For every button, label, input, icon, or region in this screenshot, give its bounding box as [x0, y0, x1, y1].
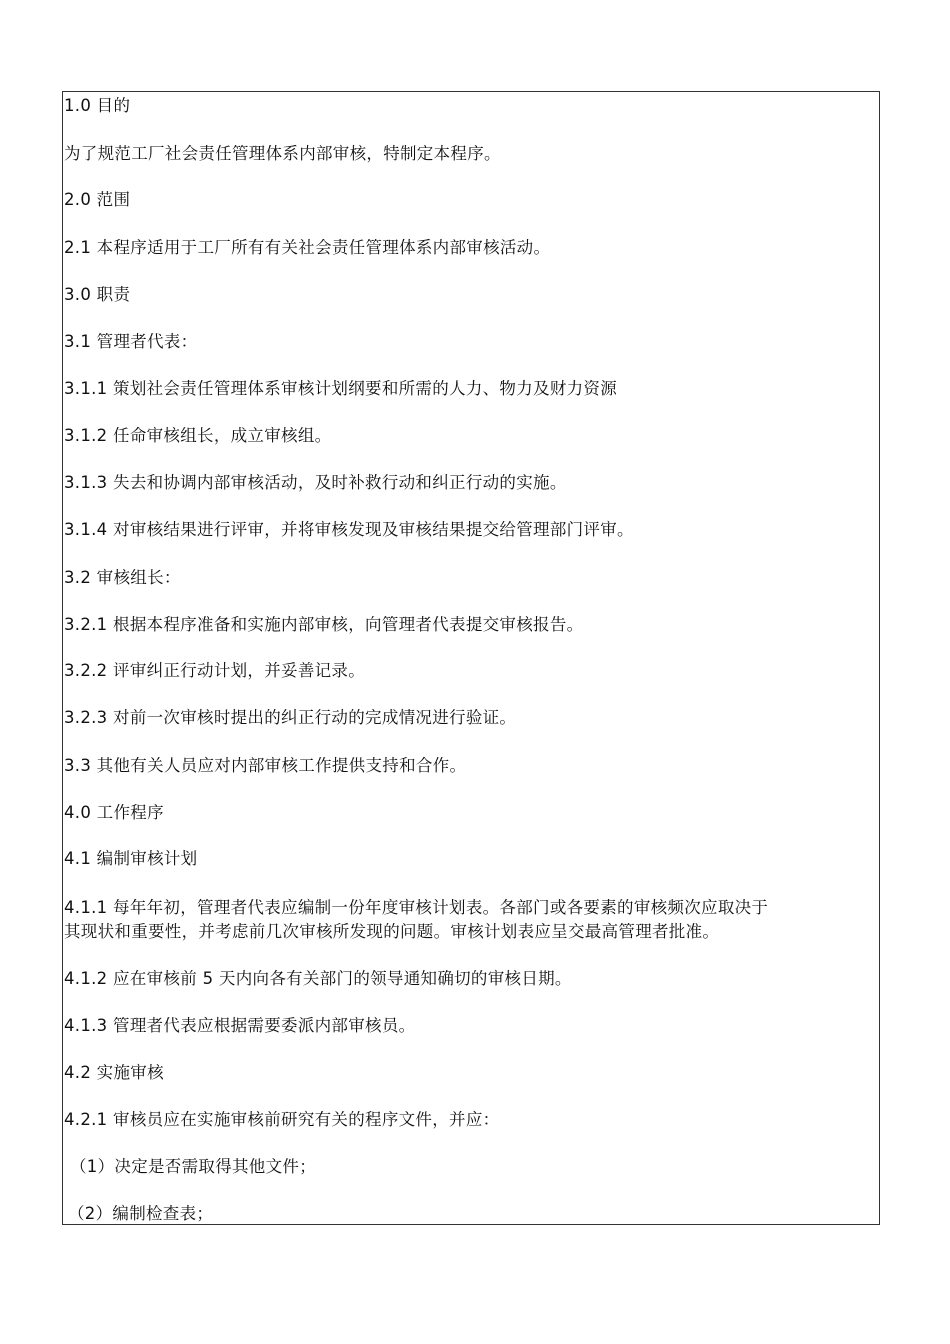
paragraph-4-1-3: 4.1.3 管理者代表应根据需要委派内部审核员。: [64, 1016, 416, 1035]
list-item-1: （1）决定是否需取得其他文件；: [70, 1157, 316, 1176]
paragraph-3-3: 3.3 其他有关人员应对内部审核工作提供支持和合作。: [64, 756, 467, 775]
paragraph-4-1-1-line1: 4.1.1 每年年初，管理者代表应编制一份年度审核计划表。各部门或各要素的审核频次应取决于: [64, 898, 769, 917]
heading-purpose: 1.0 目的: [64, 96, 131, 115]
heading-responsibilities: 3.0 职责: [64, 285, 131, 304]
heading-scope: 2.0 范围: [64, 190, 131, 209]
document-frame: [62, 91, 880, 1225]
paragraph-purpose: 为了规范工厂社会责任管理体系内部审核，特制定本程序。: [64, 144, 501, 163]
paragraph-4-1-2: 4.1.2 应在审核前 5 天内向各有关部门的领导通知确切的审核日期。: [64, 969, 572, 988]
paragraph-3-2-2: 3.2.2 评审纠正行动计划，并妥善记录。: [64, 661, 366, 680]
paragraph-3-1-2: 3.1.2 任命审核组长，成立审核组。: [64, 426, 332, 445]
paragraph-3-1-4: 3.1.4 对审核结果进行评审，并将审核发现及审核结果提交给管理部门评审。: [64, 520, 634, 539]
paragraph-3-2-1: 3.2.1 根据本程序准备和实施内部审核，向管理者代表提交审核报告。: [64, 615, 584, 634]
paragraph-3-1-3: 3.1.3 失去和协调内部审核活动，及时补救行动和纠正行动的实施。: [64, 473, 567, 492]
list-item-2: （2）编制检查表；: [68, 1204, 214, 1223]
paragraph-4-2-1: 4.2.1 审核员应在实施审核前研究有关的程序文件，并应：: [64, 1110, 500, 1129]
subheading-management-rep: 3.1 管理者代表：: [64, 332, 198, 351]
paragraph-3-2-3: 3.2.3 对前一次审核时提出的纠正行动的完成情况进行验证。: [64, 708, 517, 727]
subheading-implement-audit: 4.2 实施审核: [64, 1063, 164, 1082]
subheading-audit-plan: 4.1 编制审核计划: [64, 849, 198, 868]
paragraph-3-1-1: 3.1.1 策划社会责任管理体系审核计划纲要和所需的人力、物力及财力资源: [64, 379, 618, 398]
paragraph-4-1-1-line2: 其现状和重要性，并考虑前几次审核所发现的问题。审核计划表应呈交最高管理者批准。: [64, 922, 720, 941]
paragraph-scope: 2.1 本程序适用于工厂所有有关社会责任管理体系内部审核活动。: [64, 238, 551, 257]
subheading-audit-leader: 3.2 审核组长：: [64, 568, 181, 587]
heading-procedure: 4.0 工作程序: [64, 803, 164, 822]
